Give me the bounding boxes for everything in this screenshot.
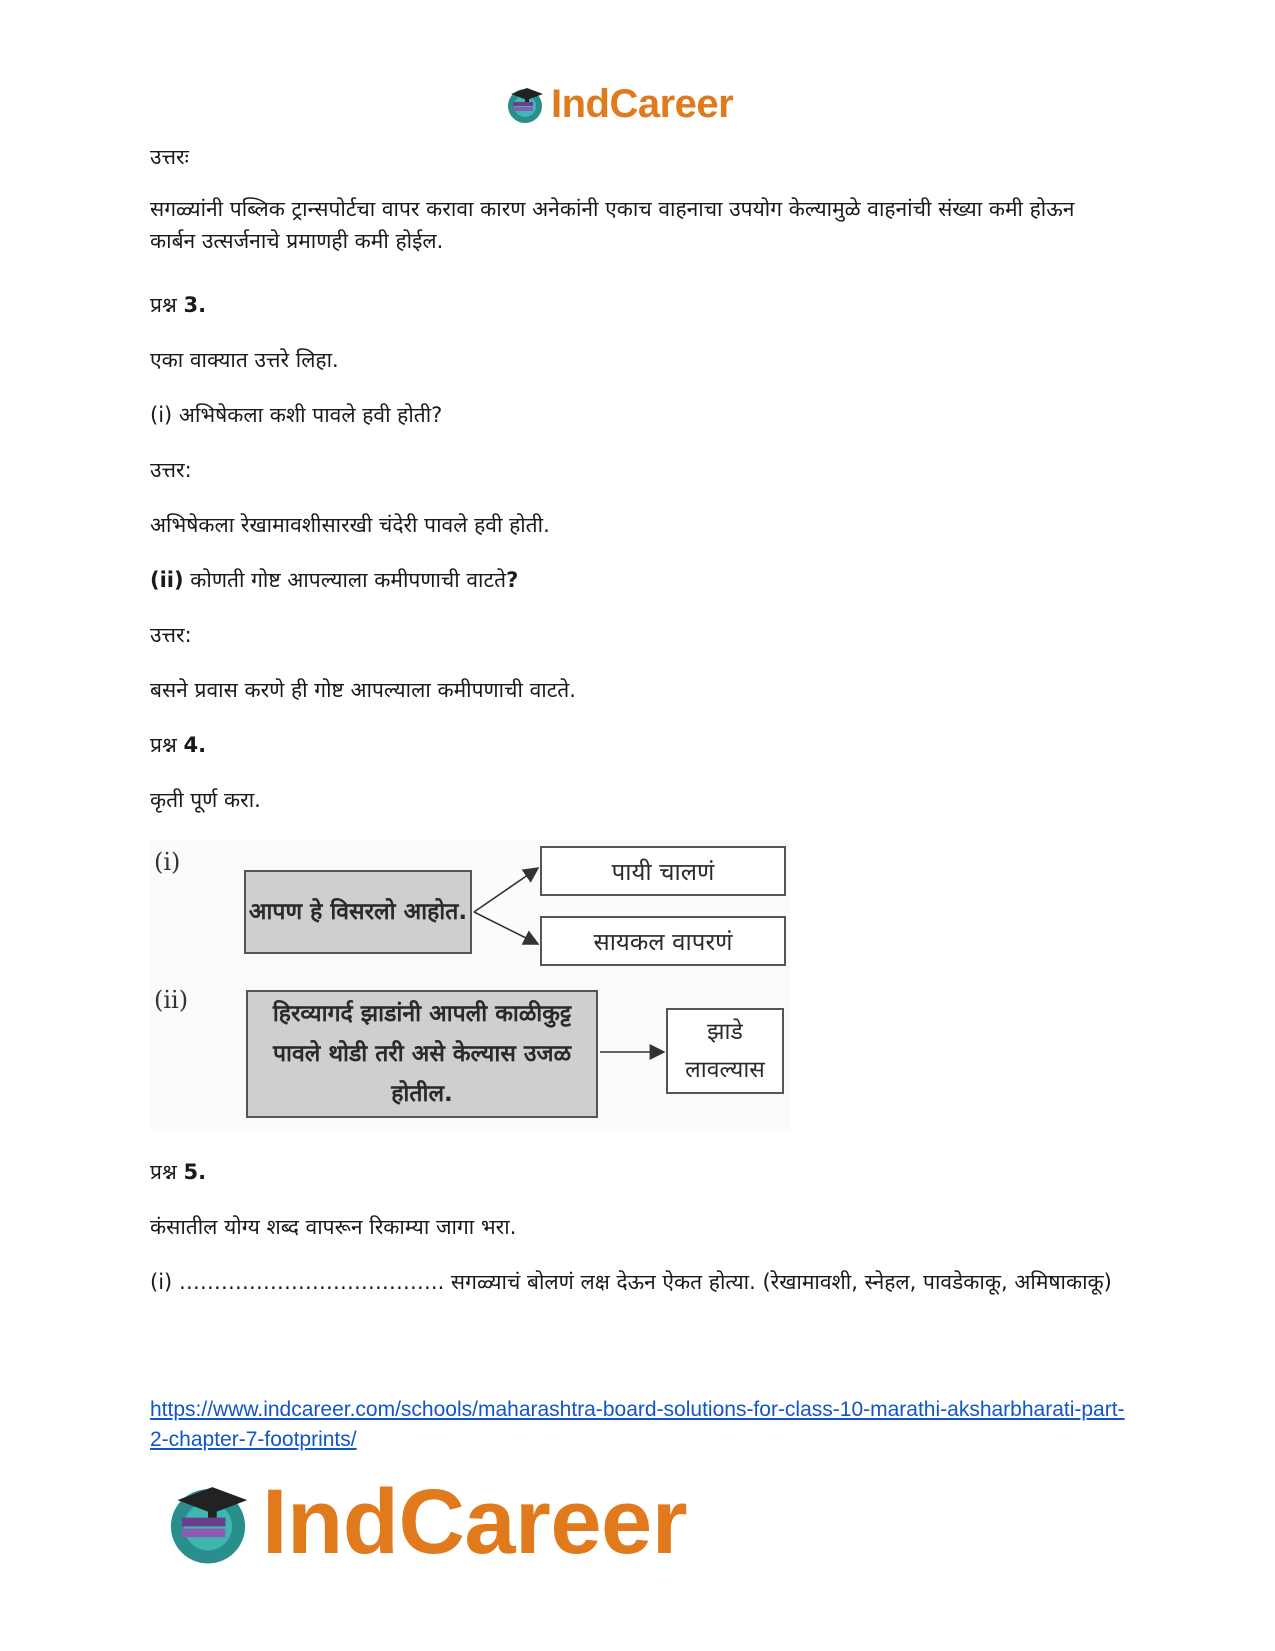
- question-word: प्रश्न: [150, 733, 177, 757]
- arrow-to-walking: [474, 868, 538, 912]
- sub-question-number: (ii): [150, 568, 184, 592]
- arrow-to-cycling: [474, 912, 538, 944]
- brand-wordmark: IndCareer: [551, 82, 734, 126]
- fill-in-blank-question: (i) ……………………………….. सगळ्याचं बोलणं लक्ष देऊन ऐकत होत्या. (रेखामावशी, स्नेहल, पावडेकाकू, अमिषाकाकू): [150, 1270, 1112, 1294]
- answer-label: उत्तर:: [150, 623, 192, 647]
- sub-question: (i) अभिषेकला कशी पावले हवी होती?: [150, 403, 443, 427]
- result-box-walking: पायी चालणं: [540, 846, 786, 896]
- brand-wordmark: IndCareer: [262, 1471, 687, 1573]
- graduation-cap-globe-icon: [160, 1474, 256, 1570]
- center-box-i: आपण हे विसरलो आहोत.: [244, 870, 472, 954]
- sub-question-text: कोणती गोष्ट आपल्याला कमीपणाची वाटते: [183, 568, 507, 592]
- question-number: 4.: [183, 733, 207, 757]
- result-box-trees: झाडे लावल्यास: [666, 1008, 784, 1094]
- question-mark: ?: [506, 568, 519, 592]
- graduation-cap-globe-icon: [503, 82, 547, 126]
- question-word: प्रश्न: [150, 293, 177, 317]
- answer-label: उत्तर:: [150, 458, 192, 482]
- question-instruction: एका वाक्यात उत्तरे लिहा.: [150, 348, 339, 372]
- diagram-label-ii: (ii): [154, 986, 189, 1014]
- answer-text: सगळ्यांनी पब्लिक ट्रान्सपोर्टचा वापर करावा कारण अनेकांनी एकाच वाहनाचा उपयोग केल्यामुळे वाहनांची संख्या कमी होऊन कार्बन उत्सर्जनाचे प्रमाणही कमी होईल.: [150, 197, 1075, 253]
- footer-logo: [160, 1470, 687, 1574]
- question-heading: [150, 289, 1125, 321]
- question-number: 3.: [183, 293, 207, 317]
- question-number: 5.: [183, 1160, 207, 1184]
- question-heading: [150, 729, 1125, 761]
- diagram-label-i: (i): [154, 848, 181, 876]
- question-instruction: कंसातील योग्य शब्द वापरून रिकाम्या जागा भरा.: [150, 1215, 517, 1239]
- question-word: प्रश्न: [150, 1160, 177, 1184]
- sub-question: [150, 564, 1125, 596]
- question-instruction: कृती पूर्ण करा.: [150, 788, 261, 812]
- activity-diagram: [150, 840, 790, 1132]
- answer-text: अभिषेकला रेखामावशीसारखी चंदेरी पावले हवी होती.: [150, 513, 550, 537]
- answer-text: बसने प्रवास करणे ही गोष्ट आपल्याला कमीपणाची वाटते.: [150, 678, 576, 702]
- center-box-ii: हिरव्यागर्द झाडांनी आपली काळीकुट्ट पावले थोडी तरी असे केल्यास उजळ होतील.: [246, 990, 598, 1118]
- header-logo: [503, 80, 733, 128]
- source-link[interactable]: https://www.indcareer.com/schools/maharashtra-board-solutions-for-class-10-marathi-aksharbharati-part-2-chapter-7-footprints/: [150, 1398, 1125, 1451]
- answer-label: उत्तरः: [150, 145, 189, 169]
- question-heading: [150, 1156, 1125, 1188]
- result-box-cycling: सायकल वापरणं: [540, 916, 786, 966]
